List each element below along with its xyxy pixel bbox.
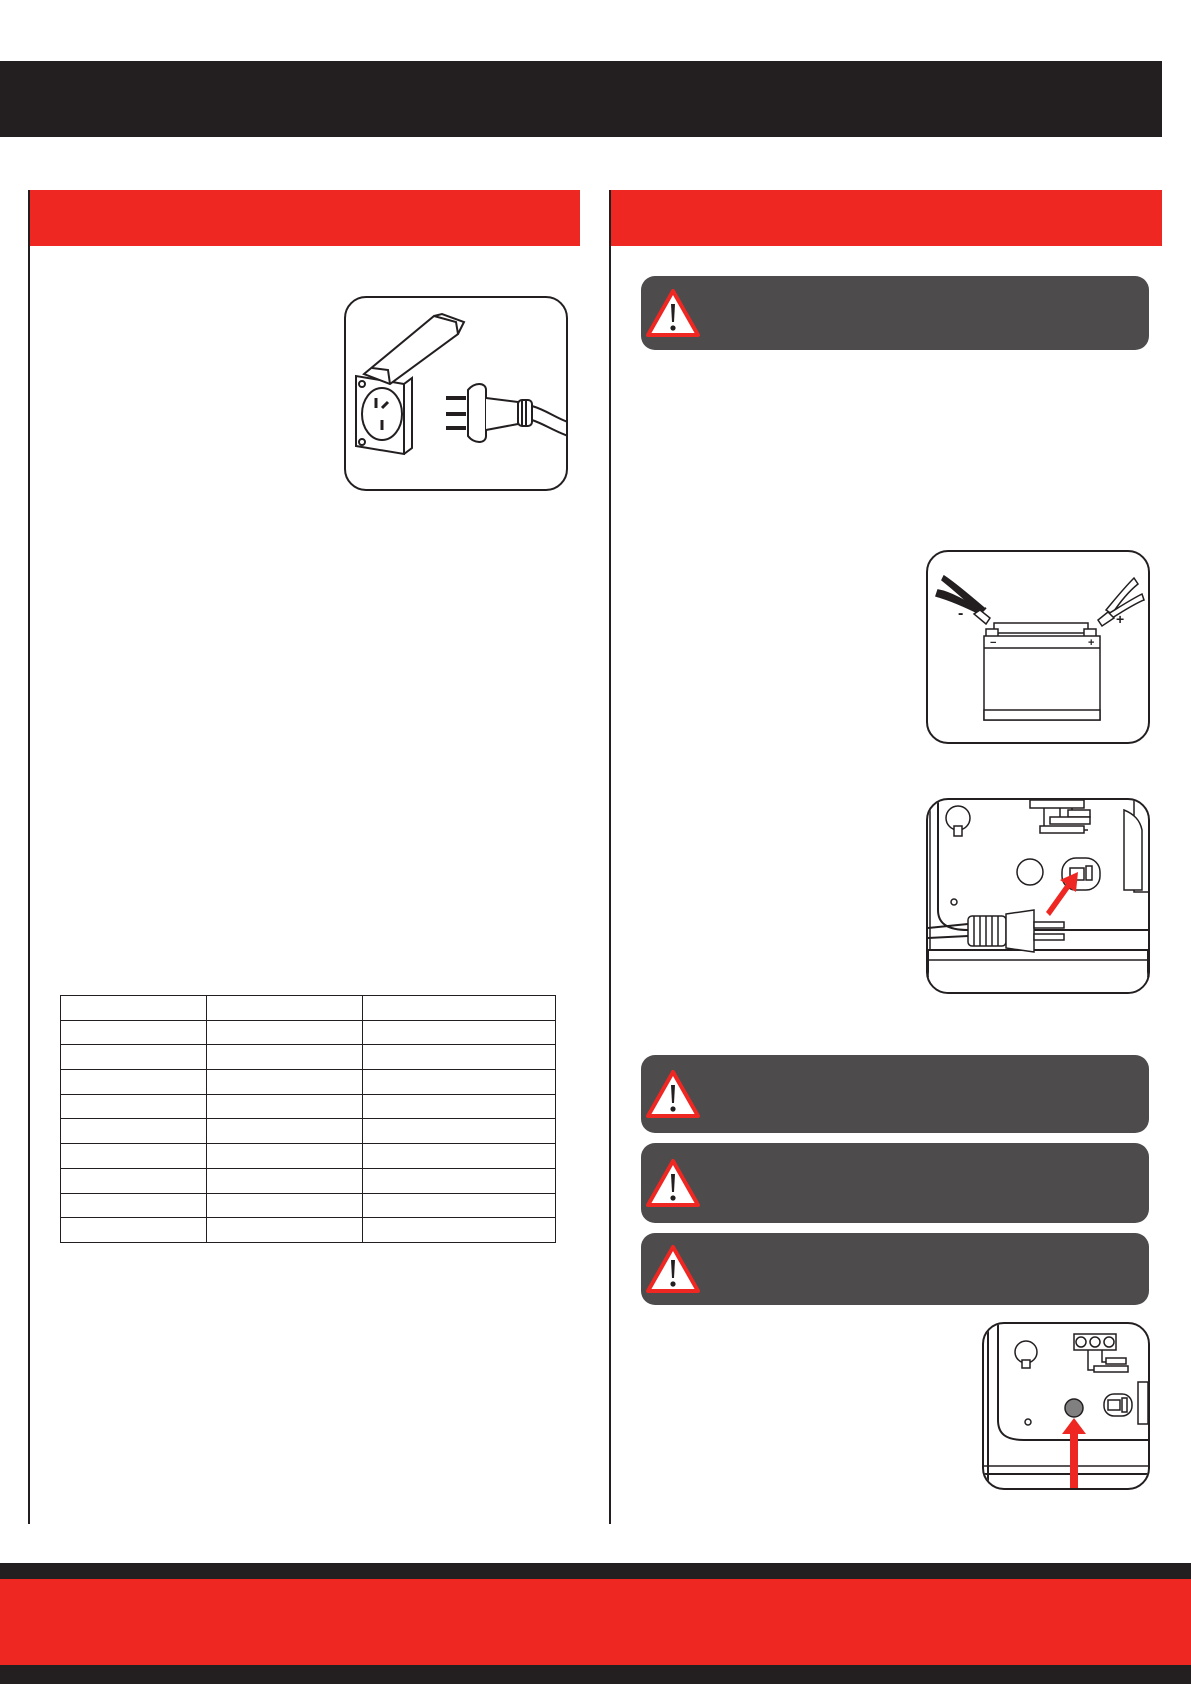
spec-table — [60, 995, 556, 1243]
table-row — [61, 1168, 556, 1193]
table-cell — [363, 1193, 556, 1218]
table-cell — [363, 1144, 556, 1169]
warning-triangle-icon — [645, 288, 701, 338]
ac-inlet-plug-illustration — [928, 800, 1148, 992]
table-row — [61, 996, 556, 1021]
table-cell — [61, 1168, 207, 1193]
positive-terminal-label: + — [1088, 637, 1095, 649]
warning-box-2 — [641, 1055, 1149, 1133]
arrow-icon — [1062, 1418, 1086, 1488]
footer-dark-strip — [0, 1563, 1191, 1579]
negative-terminal-label: − — [990, 637, 997, 649]
table-cell — [363, 1218, 556, 1243]
table-row — [61, 1094, 556, 1119]
right-section-header — [611, 190, 1162, 246]
battery-with-clamps-illustration — [928, 552, 1148, 742]
inlet-plug-figure — [926, 798, 1150, 994]
table-cell — [207, 996, 363, 1021]
table-cell — [61, 1070, 207, 1095]
reset-button-illustration — [984, 1324, 1148, 1488]
table-cell — [207, 1193, 363, 1218]
warning-box-3 — [641, 1143, 1149, 1223]
table-cell — [363, 1094, 556, 1119]
table-cell — [61, 1094, 207, 1119]
table-cell — [363, 1045, 556, 1070]
warning-triangle-icon — [645, 1158, 701, 1208]
table-cell — [61, 1119, 207, 1144]
table-row — [61, 1218, 556, 1243]
table-cell — [207, 1045, 363, 1070]
table-row — [61, 1193, 556, 1218]
table-cell — [207, 1070, 363, 1095]
table-cell — [61, 996, 207, 1021]
table-cell — [363, 1119, 556, 1144]
table-cell — [61, 1020, 207, 1045]
warning-box-4 — [641, 1233, 1149, 1305]
table-cell — [207, 1119, 363, 1144]
socket-plug-figure — [344, 296, 568, 491]
warning-triangle-icon — [645, 1069, 701, 1119]
warning-triangle-icon — [645, 1244, 701, 1294]
table-row — [61, 1144, 556, 1169]
table-cell — [207, 1218, 363, 1243]
table-cell — [363, 1070, 556, 1095]
negative-clamp-label: - — [958, 605, 964, 622]
right-column-rule — [609, 190, 611, 1524]
table-cell — [61, 1045, 207, 1070]
footer-dark-bottom-strip — [0, 1665, 1191, 1684]
footer-red-bar — [0, 1579, 1191, 1665]
table-cell — [207, 1020, 363, 1045]
table-cell — [207, 1094, 363, 1119]
table-cell — [363, 1168, 556, 1193]
table-cell — [363, 1020, 556, 1045]
left-column-rule — [28, 190, 30, 1524]
table-cell — [61, 1218, 207, 1243]
table-cell — [207, 1168, 363, 1193]
table-row — [61, 1020, 556, 1045]
table-cell — [61, 1144, 207, 1169]
socket-and-plug-illustration — [346, 298, 566, 489]
left-section-header — [30, 190, 580, 246]
positive-clamp-label: + — [1116, 611, 1125, 627]
table-row — [61, 1045, 556, 1070]
table-cell — [363, 996, 556, 1021]
table-row — [61, 1119, 556, 1144]
battery-clamps-figure — [926, 550, 1150, 744]
table-cell — [61, 1193, 207, 1218]
table-cell — [207, 1144, 363, 1169]
warning-box-1 — [641, 276, 1149, 350]
reset-button-figure — [982, 1322, 1150, 1490]
top-title-bar — [0, 61, 1162, 137]
table-row — [61, 1070, 556, 1095]
